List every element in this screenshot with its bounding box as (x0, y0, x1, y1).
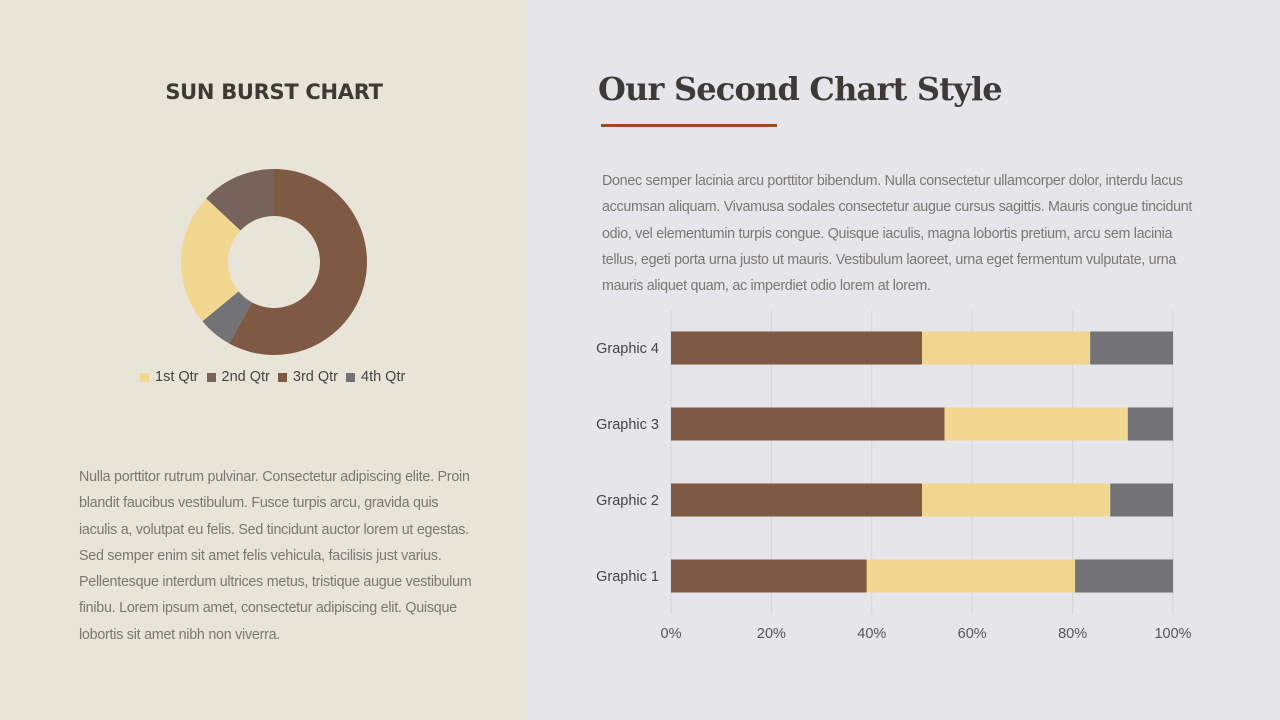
x-tick-label: 20% (756, 626, 786, 642)
bar-segment (922, 332, 1090, 365)
bar-segment (671, 560, 867, 593)
stacked-bar-chart (528, 300, 1280, 660)
bar-segment (1075, 560, 1173, 593)
legend-swatch (346, 373, 355, 382)
y-category-label: Graphic 1 (596, 569, 659, 585)
legend-swatch (140, 373, 149, 382)
bar-segment (671, 484, 922, 517)
heading-underline (601, 124, 777, 127)
legend-item (140, 369, 199, 385)
legend-label: 1st Qtr (155, 369, 199, 385)
bar-segment (671, 408, 945, 441)
bar-segment (1090, 332, 1173, 365)
right-body-text: Donec semper lacinia arcu porttitor bibendum. Nulla consectetur ullamcorper dolor, interdu lacus accumsan aliquam. Vivamusa sodales consectetur augue cursus sagittis. Mauris congue tincidunt odio, vel elementumin turpis congue. Quisque iaculis, magna lobortis pretium, arcu sem lacinia tellus, egeti porta urna justo ut mauris. Vestibulum laoreet, urna eget fermentum vulputate, urna mauris aliquet quam, ac imperdiet odio lorem at lorem. (602, 173, 1193, 295)
bar-segment (671, 332, 922, 365)
legend-swatch (278, 373, 287, 382)
y-category-label: Graphic 4 (596, 341, 659, 357)
x-tick-label: 40% (857, 626, 887, 642)
legend-item (207, 369, 270, 385)
page-title: Our Second Chart Style (598, 70, 1002, 108)
y-category-label: Graphic 2 (596, 493, 659, 509)
bar-segment (867, 560, 1075, 593)
legend-label: 3rd Qtr (292, 369, 338, 385)
x-tick-label: 0% (660, 626, 682, 642)
bar-segment (1128, 408, 1173, 441)
x-tick-label: 80% (1058, 626, 1088, 642)
legend-label: 2nd Qtr (221, 369, 270, 385)
y-category-label: Graphic 3 (596, 417, 659, 433)
bar-segment (922, 484, 1110, 517)
donut-chart (170, 158, 378, 366)
legend-label: 4th Qtr (361, 369, 406, 385)
bar-segment (945, 408, 1128, 441)
donut-legend (140, 369, 405, 385)
legend-swatch (207, 373, 216, 382)
x-tick-label: 60% (957, 626, 987, 642)
legend-item (278, 369, 338, 385)
left-body-text: Nulla porttitor rutrum pulvinar. Consectetur adipiscing elite. Proin blandit faucibus vestibulum. Fusce turpis arcu, gravida quis iaculis a, volutpat eu felis. Sed tincidunt auctor lorem ut egestas. Sed semper enim sit amet felis vehicula, facilisis just varius. Pellentesque interdum ultrices metus, tristique augue vestibulum finibu. Lorem ipsum amet, consectetur adipiscing elit. Quisque lobortis sit amet nibh non viverra. (79, 469, 472, 643)
bar-segment (1110, 484, 1173, 517)
donut-chart-title: SUN BURST CHART (165, 80, 383, 104)
legend-item (346, 369, 405, 385)
x-tick-label: 100% (1154, 626, 1192, 642)
